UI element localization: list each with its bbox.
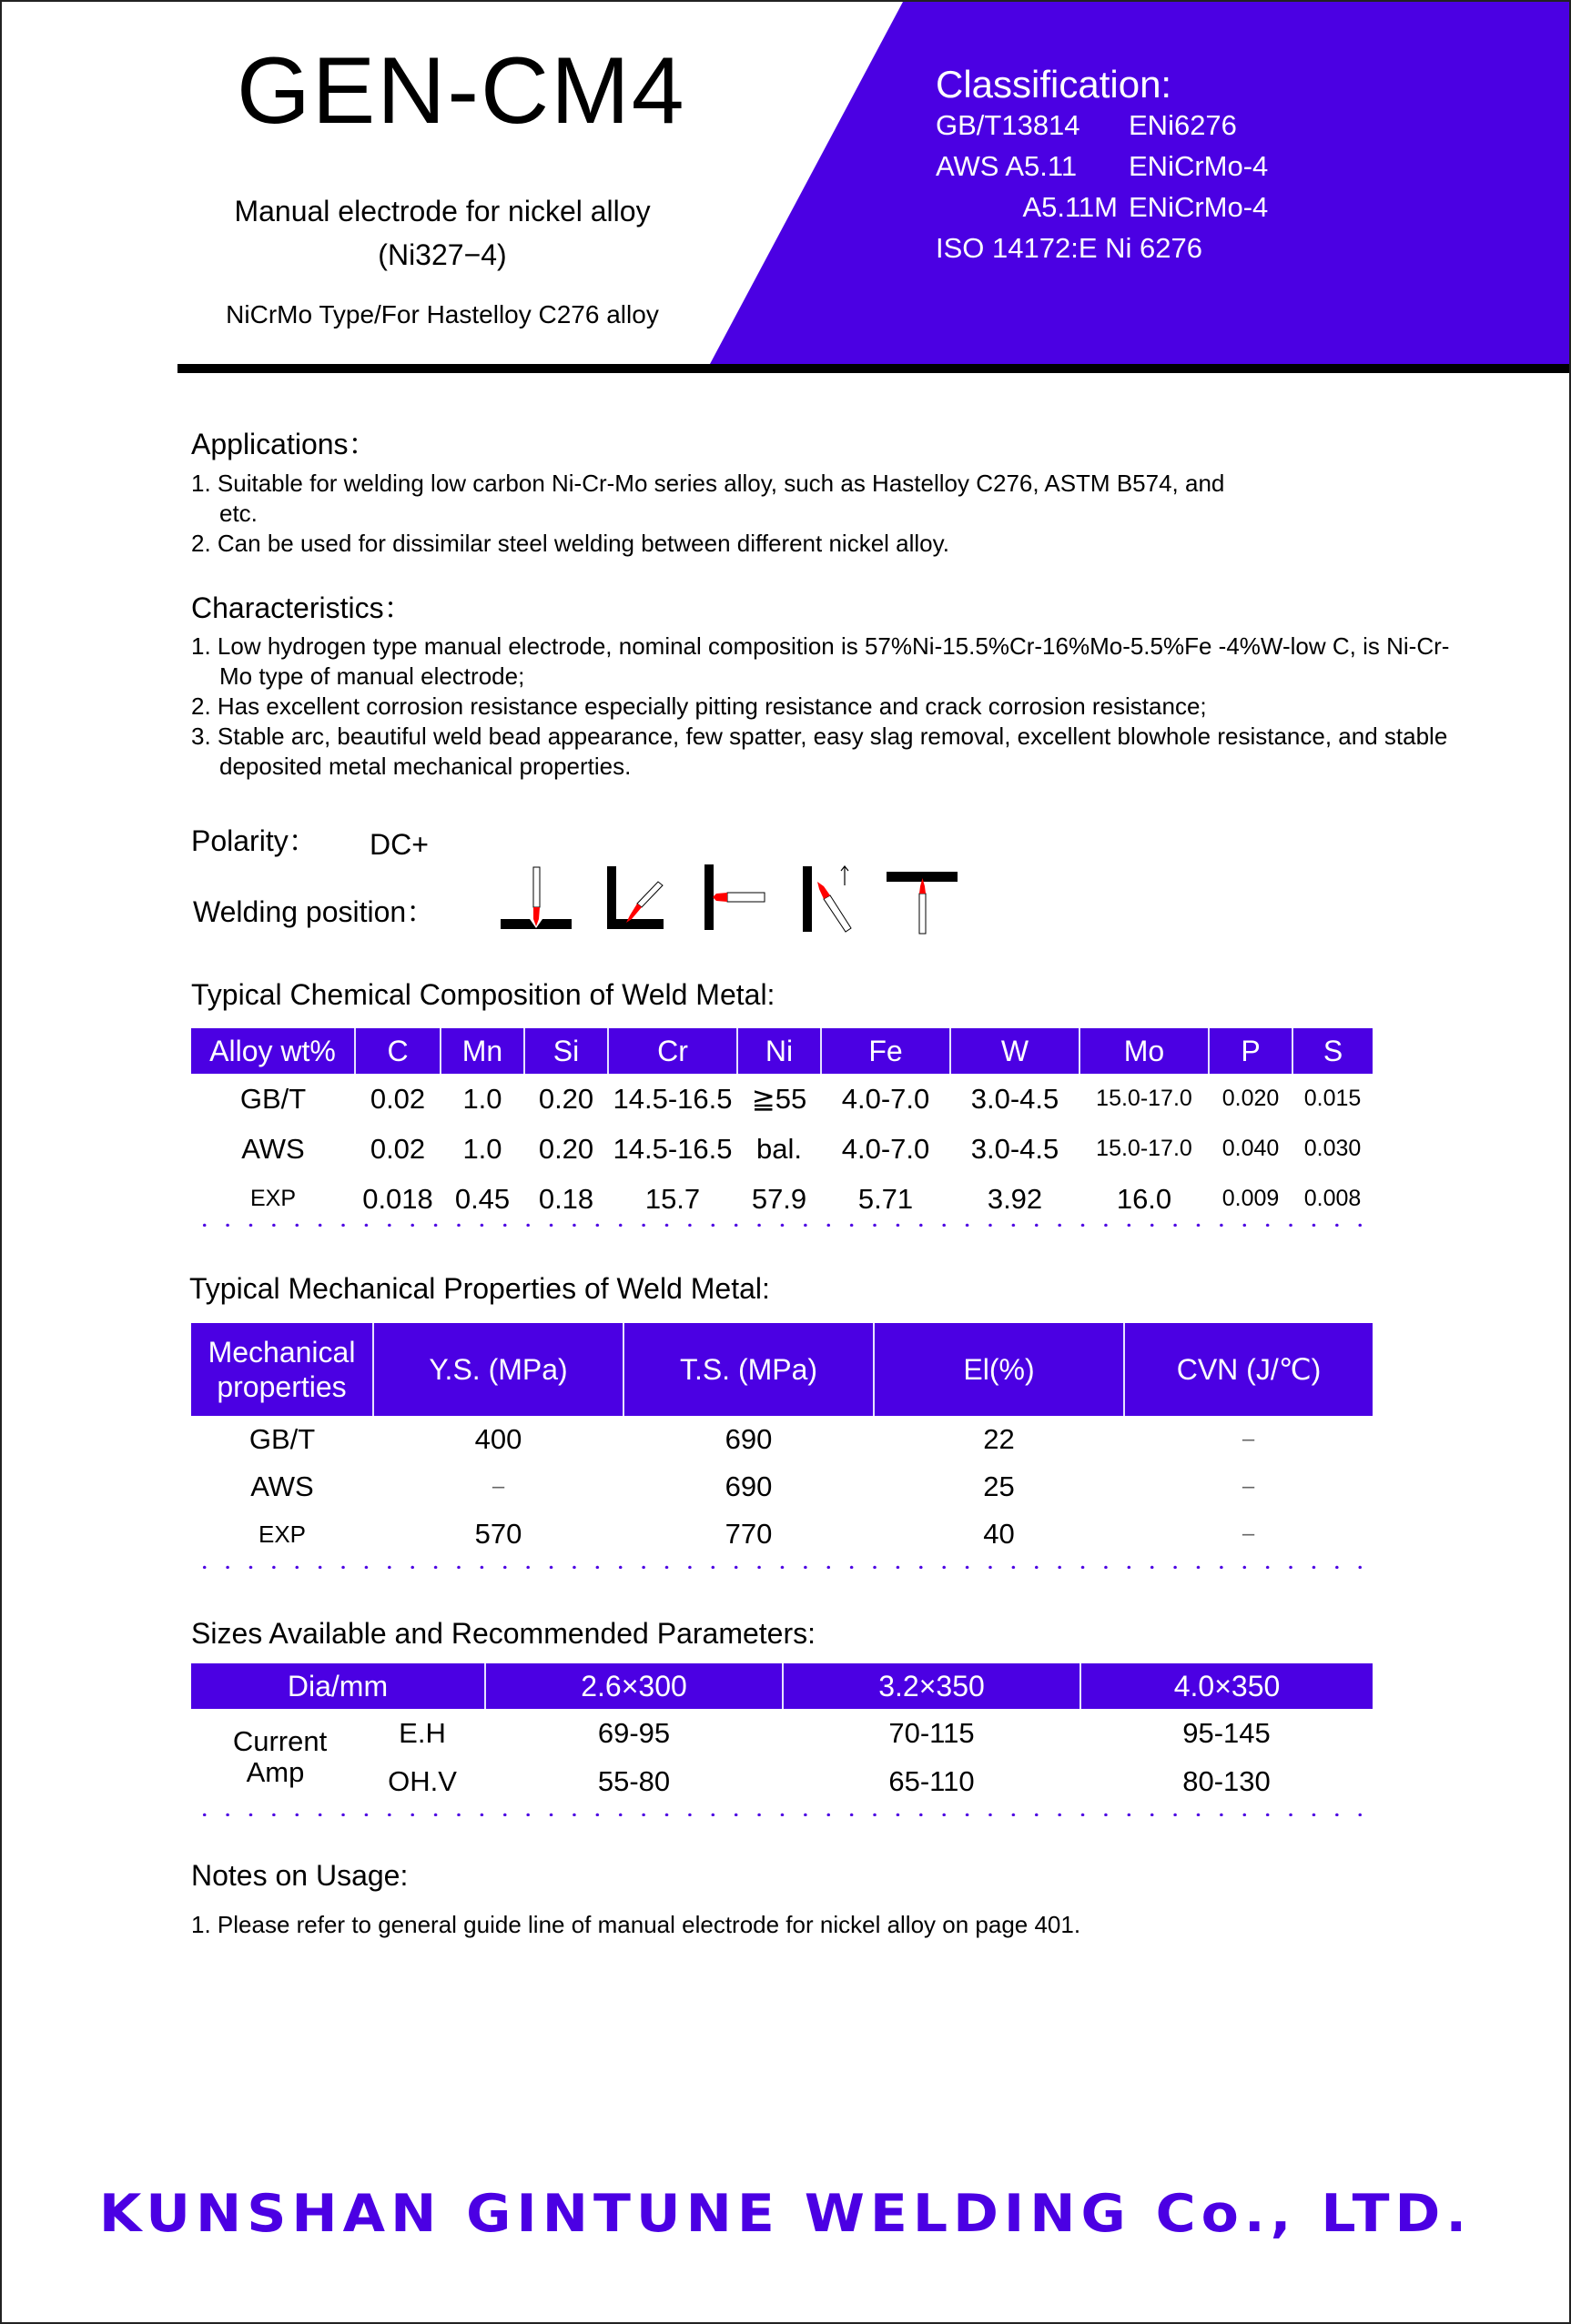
column-header: T.S. (MPa) [623, 1323, 874, 1416]
row-label: EXP [258, 1520, 307, 1548]
table-cell: 0.030 [1303, 1136, 1362, 1161]
column-header: Mechanical properties [191, 1323, 373, 1416]
characteristics-heading: Characteristics： [191, 591, 413, 624]
table-cell: 0.009 [1221, 1186, 1280, 1211]
position-label: OH.V [388, 1764, 457, 1797]
list-item: 1. Please refer to general guide line of manual electrode for nickel alloy on page 401. [191, 1911, 1081, 1938]
table-header-row [191, 1028, 1373, 1074]
chemical-composition-table [191, 1028, 1373, 1224]
table-cell: 0.008 [1303, 1186, 1362, 1211]
table-cell: 14.5-16.5 [613, 1082, 733, 1115]
classification-standard: AWS A5.11 [936, 150, 1078, 182]
dotted-divider [193, 1813, 1376, 1816]
table-cell: 570 [474, 1518, 522, 1550]
table-cell: 3.0-4.5 [970, 1082, 1059, 1115]
table-cell: 0.02 [370, 1082, 426, 1115]
list-item: 1. Low hydrogen type manual electrode, nominal composition is 57%Ni-15.5%Cr-16%Mo-5.5%Fe -4%W-low C, is Ni-Cr-Mo type of manual electrode; [191, 632, 1450, 690]
column-header: Si [524, 1028, 608, 1074]
table-cell: – [1242, 1427, 1255, 1451]
table-cell: 0.02 [370, 1132, 426, 1165]
applications-heading: Applications： [191, 428, 378, 460]
table-cell: 55-80 [597, 1764, 671, 1797]
header-divider [177, 364, 1569, 373]
table-cell: 1.0 [462, 1082, 502, 1115]
classification-row [936, 111, 1237, 139]
polarity-label: Polarity： [191, 824, 318, 857]
list-item: 3. Stable arc, beautiful weld bead appearance, few spatter, easy slag removal, excellent blowhole resistance, and stable deposited metal mechanical properties. [191, 722, 1448, 780]
classification-value: ENi6276 [1129, 109, 1237, 141]
table-cell: 14.5-16.5 [613, 1132, 733, 1165]
table-cell: 1.0 [462, 1132, 502, 1165]
polarity-value: DC+ [370, 828, 429, 861]
table-cell: 69-95 [597, 1716, 671, 1749]
table-cell: 95-145 [1182, 1716, 1271, 1749]
table-cell: 0.18 [538, 1182, 594, 1215]
classification-value: ENiCrMo-4 [1129, 150, 1269, 182]
row-label [191, 1709, 360, 1805]
table-cell: 0.20 [538, 1082, 594, 1115]
table-cell: 15.0-17.0 [1096, 1086, 1192, 1111]
column-header: Mo [1079, 1028, 1209, 1074]
column-header: S [1292, 1028, 1373, 1074]
column-header: W [950, 1028, 1079, 1074]
table-cell: 0.020 [1221, 1086, 1280, 1111]
table-cell: 65-110 [888, 1764, 975, 1797]
table-cell: 25 [983, 1470, 1015, 1502]
table-cell: 3.92 [987, 1182, 1043, 1215]
table-cell: 0.45 [454, 1182, 511, 1215]
table-cell: 690 [725, 1470, 773, 1502]
table-cell: 3.0-4.5 [970, 1132, 1059, 1165]
overhead-position-icon [887, 872, 958, 934]
welding-position-label: Welding position： [193, 895, 436, 928]
product-type: NiCrMo Type/For Hastelloy C276 alloy [226, 300, 659, 328]
table-row [191, 1709, 1373, 1757]
chemical-heading: Typical Chemical Composition of Weld Metal: [191, 978, 775, 1011]
characteristics-list [191, 632, 1465, 782]
classification-row [936, 234, 1202, 262]
classification-row [936, 193, 1268, 221]
table-cell: ≧55 [751, 1082, 807, 1115]
mechanical-heading: Typical Mechanical Properties of Weld Metal: [189, 1272, 770, 1305]
table-cell: 5.71 [857, 1182, 914, 1215]
column-header: Alloy wt% [191, 1028, 355, 1074]
column-header: Ni [737, 1028, 821, 1074]
row-label: AWS [250, 1470, 314, 1502]
table-cell: 0.040 [1221, 1136, 1280, 1161]
list-item: 2. Can be used for dissimilar steel welding between different nickel alloy. [191, 530, 949, 557]
product-code: (Ni327−4) [378, 238, 507, 271]
table-row [191, 1124, 1373, 1174]
row-label: AWS [241, 1132, 305, 1165]
list-item: 1. Suitable for welding low carbon Ni-Cr-Mo series alloy, such as Hastelloy C276, ASTM B574, and etc. [191, 470, 1225, 527]
column-header: 2.6×300 [485, 1663, 783, 1709]
sizes-parameters-table [191, 1663, 1373, 1805]
column-header: El(%) [874, 1323, 1124, 1416]
column-header: CVN (J/℃) [1124, 1323, 1373, 1416]
table-cell: 0.015 [1303, 1086, 1362, 1111]
notes-list [191, 1910, 1465, 1940]
product-title: GEN-CM4 [237, 38, 686, 144]
classification-row [936, 152, 1268, 180]
applications-list [191, 469, 1247, 559]
table-cell: 15.0-17.0 [1096, 1136, 1192, 1161]
table-cell: – [1242, 1474, 1255, 1499]
column-header: C [355, 1028, 441, 1074]
table-row [191, 1511, 1373, 1558]
column-header: Y.S. (MPa) [373, 1323, 623, 1416]
table-cell: – [492, 1474, 505, 1499]
dotted-divider [193, 1223, 1376, 1227]
mechanical-properties-table [191, 1323, 1373, 1558]
table-cell: 4.0-7.0 [841, 1132, 930, 1165]
company-name: KUNSHAN GINTUNE WELDING Co., LTD. [98, 2183, 1473, 2245]
table-cell: 80-130 [1182, 1764, 1271, 1797]
column-header: Fe [821, 1028, 950, 1074]
classification-standard: GB/T13814 [936, 109, 1080, 141]
welding-position-icons [492, 855, 983, 946]
dotted-divider [193, 1565, 1376, 1569]
horizontal-fillet-icon [607, 866, 664, 929]
classification-standard: A5.11M [1022, 191, 1118, 223]
table-cell: 15.7 [644, 1182, 701, 1215]
row-label: GB/T [248, 1423, 316, 1455]
product-subtitle: Manual electrode for nickel alloy [234, 195, 651, 227]
classification-standard: ISO 14172:E Ni 6276 [936, 232, 1202, 264]
table-cell: 4.0-7.0 [841, 1082, 930, 1115]
table-cell: 22 [983, 1423, 1015, 1455]
column-header: 3.2×350 [783, 1663, 1080, 1709]
classification-value: ENiCrMo-4 [1129, 191, 1269, 223]
horizontal-position-icon [704, 864, 765, 930]
table-cell: 770 [725, 1518, 773, 1550]
row-label: EXP [249, 1186, 297, 1211]
column-header: Dia/mm [191, 1663, 485, 1709]
table-cell: bal. [756, 1132, 802, 1165]
row-label: GB/T [239, 1082, 307, 1115]
classification-title: Classification: [936, 63, 1172, 106]
table-cell: 40 [983, 1518, 1015, 1550]
list-item: 2. Has excellent corrosion resistance especially pitting resistance and crack corrosion resistance; [191, 692, 1207, 720]
table-cell: 0.20 [538, 1132, 594, 1165]
table-cell: 16.0 [1116, 1182, 1172, 1215]
table-cell: 70-115 [888, 1716, 975, 1749]
column-header: Cr [608, 1028, 737, 1074]
table-cell: 57.9 [751, 1182, 807, 1215]
column-header: Mn [441, 1028, 524, 1074]
sizes-heading: Sizes Available and Recommended Parameters: [191, 1617, 816, 1650]
table-row [191, 1074, 1373, 1124]
amp-label: Amp [246, 1756, 305, 1788]
table-header-row [191, 1323, 1373, 1416]
column-header: P [1209, 1028, 1292, 1074]
table-cell: – [1242, 1521, 1255, 1546]
table-header-row [191, 1663, 1373, 1709]
table-cell: 0.018 [362, 1182, 433, 1215]
table-row [191, 1416, 1373, 1463]
table-row [191, 1174, 1373, 1224]
table-cell: 400 [474, 1423, 522, 1455]
table-row [191, 1757, 1373, 1805]
position-label: E.H [399, 1716, 446, 1749]
table-cell: 690 [725, 1423, 773, 1455]
notes-heading: Notes on Usage: [191, 1859, 409, 1892]
current-label: Current [232, 1725, 328, 1757]
flat-position-icon [501, 867, 572, 929]
column-header: 4.0×350 [1080, 1663, 1373, 1709]
vertical-up-icon [803, 866, 851, 932]
table-row [191, 1463, 1373, 1511]
